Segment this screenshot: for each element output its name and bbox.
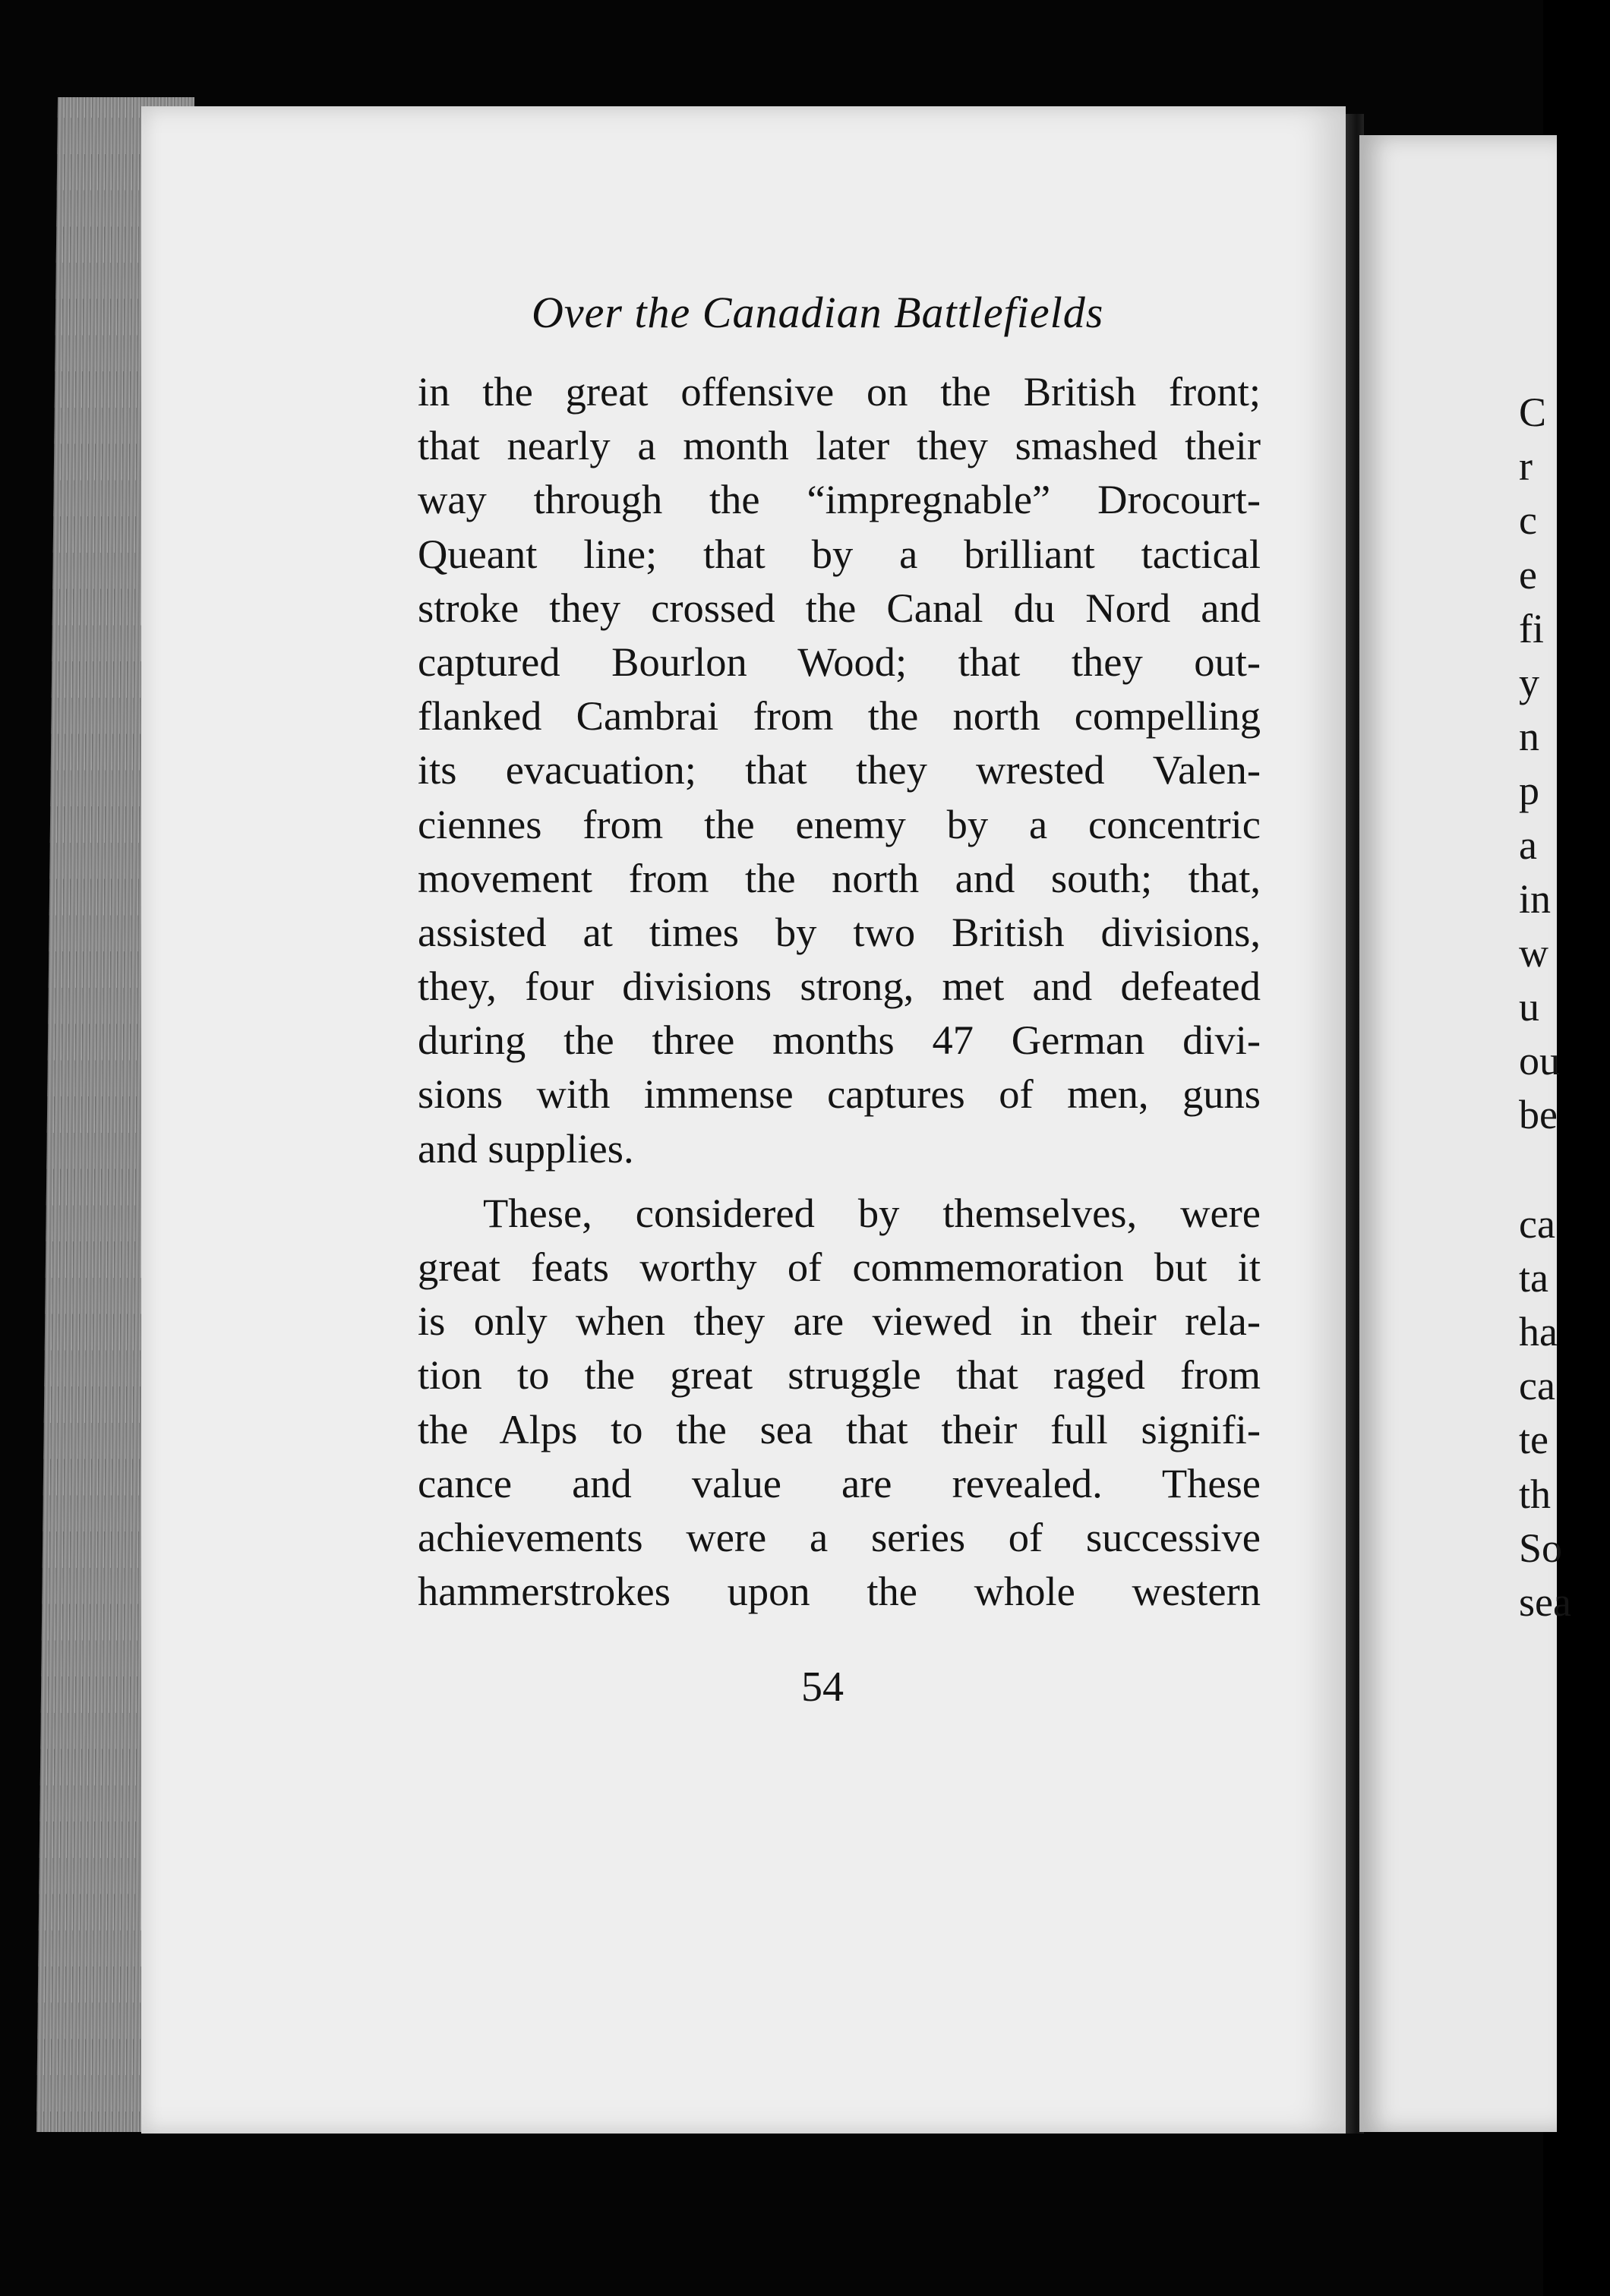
facing-line: r <box>1519 443 1533 490</box>
body-text <box>418 364 1261 1618</box>
facing-line: te <box>1519 1417 1548 1463</box>
facing-line: a <box>1519 822 1537 868</box>
paragraph-gap <box>418 1175 1261 1186</box>
running-head: Over the Canadian Battlefields <box>532 288 1104 337</box>
text-line: great feats worthy of commemoration but it <box>418 1244 1261 1290</box>
facing-line: be <box>1519 1092 1558 1138</box>
facing-line: ca <box>1519 1363 1555 1409</box>
text-line: tion to the great struggle that raged from <box>418 1351 1261 1399</box>
text-line: they, four divisions strong, met and defeated <box>418 963 1261 1010</box>
facing-line: p <box>1519 768 1539 814</box>
text-line: assisted at times by two British divisions, <box>418 908 1261 955</box>
text-line: hammerstrokes upon the whole western <box>418 1568 1261 1615</box>
facing-line: ca <box>1519 1200 1555 1247</box>
facing-line: fi <box>1519 605 1544 651</box>
text-line: and supplies. <box>418 1124 634 1172</box>
text-line: sions with immense captures of men, guns <box>418 1071 1261 1118</box>
facing-page-text <box>1519 386 1610 1629</box>
text-line: flanked Cambrai from the north compelling <box>418 692 1261 740</box>
facing-paragraph-gap <box>1519 1143 1610 1197</box>
text-line: the Alps to the sea that their full signifi- <box>418 1405 1261 1452</box>
facing-line: th <box>1519 1471 1552 1517</box>
facing-line: C <box>1519 390 1547 435</box>
text-line: that nearly a month later they smashed their <box>418 422 1261 469</box>
facing-line: y <box>1519 659 1539 705</box>
text-line: achievements were a series of successive <box>418 1513 1261 1560</box>
text-line: during the three months 47 German divi- <box>418 1017 1261 1064</box>
facing-line: c <box>1519 497 1537 544</box>
facing-line: ou <box>1519 1038 1560 1084</box>
text-line: movement from the north and south; that, <box>418 854 1261 901</box>
facing-line: ta <box>1519 1254 1548 1301</box>
text-line: way through the “impregnable” Drocourt- <box>418 476 1261 523</box>
text-line: in the great offensive on the British front; <box>418 368 1261 415</box>
facing-line: u <box>1519 984 1539 1030</box>
paragraph-1 <box>418 364 1261 1175</box>
facing-line: So <box>1519 1525 1563 1571</box>
page-number: 54 <box>801 1664 844 1711</box>
facing-line: n <box>1519 714 1539 760</box>
text-line: stroke they crossed the Canal du Nord and <box>418 584 1261 631</box>
facing-line: in <box>1519 875 1552 922</box>
paragraph-2 <box>418 1186 1261 1619</box>
facing-line: ha <box>1519 1309 1558 1355</box>
text-line: These, considered by themselves, were <box>483 1189 1261 1236</box>
text-line: Queant line; that by a brilliant tactical <box>418 530 1261 577</box>
text-line: captured Bourlon Wood; that they out- <box>418 638 1261 685</box>
text-line: cance and value are revealed. These <box>418 1459 1261 1506</box>
text-line: ciennes from the enemy by a concentric <box>418 800 1261 847</box>
facing-line: e <box>1519 551 1537 598</box>
facing-line: sea <box>1519 1578 1571 1625</box>
facing-line: w <box>1519 929 1548 976</box>
text-line: its evacuation; that they wrested Valen- <box>418 746 1261 793</box>
text-line: is only when they are viewed in their rela- <box>418 1298 1261 1345</box>
